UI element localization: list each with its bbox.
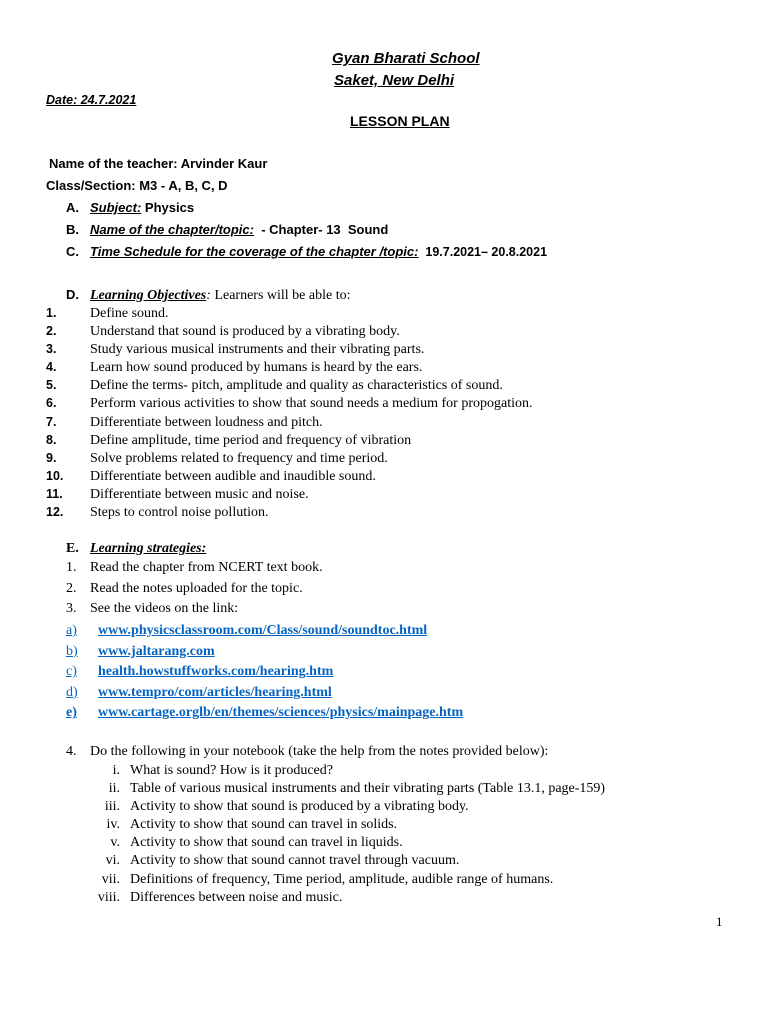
section-b-chapter bbox=[66, 222, 388, 237]
objective-number: 3. bbox=[46, 342, 57, 357]
notebook-item-number: v. bbox=[110, 835, 120, 851]
objective-text: Define amplitude, time period and frequency of vibration bbox=[90, 432, 412, 448]
objective-number: 7. bbox=[46, 414, 57, 429]
video-link-item bbox=[66, 642, 463, 663]
objective-number: 6. bbox=[46, 396, 57, 411]
objective-text: Differentiate between audible and inaudible sound. bbox=[90, 468, 376, 484]
strategy-item bbox=[66, 580, 323, 601]
section-e-strategies bbox=[66, 541, 206, 557]
strategy-item bbox=[66, 600, 323, 621]
objective-number: 10. bbox=[46, 468, 64, 483]
notebook-item-text: Activity to show that sound is produced by a vibrating body. bbox=[130, 799, 469, 815]
notebook-item-number: iv. bbox=[106, 817, 120, 833]
objective-text: Differentiate between loudness and pitch. bbox=[90, 414, 323, 430]
section-d-colon: : bbox=[206, 288, 211, 303]
section-a-marker: A. bbox=[66, 200, 79, 215]
section-b-marker: B. bbox=[66, 222, 79, 237]
notebook-task bbox=[66, 744, 548, 760]
teacher-name: Name of the teacher: Arvinder Kaur bbox=[49, 156, 268, 171]
section-c-value: 19.7.2021– 20.8.2021 bbox=[418, 245, 548, 259]
objective-text: Steps to control noise pollution. bbox=[90, 505, 269, 521]
section-b-value: - Chapter- 13 Sound bbox=[253, 222, 389, 237]
notebook-item-number: vi. bbox=[105, 853, 120, 869]
video-link-item bbox=[66, 703, 463, 724]
notebook-item bbox=[90, 871, 605, 889]
video-link-marker: d) bbox=[66, 684, 78, 700]
notebook-item-number: iii. bbox=[104, 799, 120, 815]
objective-text: Understand that sound is produced by a vibrating body. bbox=[90, 324, 400, 340]
notebook-item-text: Activity to show that sound can travel in liquids. bbox=[130, 835, 403, 851]
notebook-item-number: viii. bbox=[97, 889, 120, 905]
notebook-item-text: Activity to show that sound can travel in solids. bbox=[130, 817, 398, 833]
objective-number: 8. bbox=[46, 432, 57, 447]
notebook-item bbox=[90, 852, 605, 870]
notebook-item-number: ii. bbox=[108, 781, 120, 797]
section-a-subject bbox=[66, 200, 194, 215]
objective-number: 9. bbox=[46, 450, 57, 465]
objective-item bbox=[46, 467, 532, 485]
lesson-date: Date: 24.7.2021 bbox=[46, 93, 137, 107]
objective-item bbox=[46, 449, 532, 467]
section-c-marker: C. bbox=[66, 244, 79, 259]
video-link[interactable]: www.jaltarang.com bbox=[98, 643, 215, 659]
objective-text: Define the terms- pitch, amplitude and quality as characteristics of sound. bbox=[90, 378, 503, 394]
links-list bbox=[66, 621, 463, 724]
objective-text: Learn how sound produced by humans is heard by the ears. bbox=[90, 360, 423, 376]
objective-number: 11. bbox=[46, 486, 63, 501]
notebook-item-number: i. bbox=[112, 763, 120, 778]
notebook-item-number: vii. bbox=[101, 871, 120, 887]
objective-number: 12. bbox=[46, 505, 64, 520]
strategies-list bbox=[66, 559, 323, 621]
objective-text: Perform various activities to show that sound needs a medium for propogation. bbox=[90, 396, 533, 412]
objective-text: Differentiate between music and noise. bbox=[90, 486, 309, 502]
objective-item bbox=[46, 431, 532, 449]
objective-item bbox=[46, 304, 532, 322]
video-link-marker: e) bbox=[66, 705, 77, 721]
objective-item bbox=[46, 376, 532, 394]
objectives-list bbox=[46, 304, 532, 521]
strategy-number: 2. bbox=[66, 580, 77, 596]
notebook-item-text: Table of various musical instruments and their vibrating parts (Table 13.1, page-159) bbox=[130, 781, 606, 797]
strategy-number: 3. bbox=[66, 601, 77, 616]
page-number: 1 bbox=[716, 914, 723, 929]
section-c-schedule bbox=[66, 244, 547, 259]
section-c-label: Time Schedule for the coverage of the chapter /topic: bbox=[90, 244, 419, 259]
section-a-label: Subject: bbox=[90, 200, 142, 215]
objective-number: 5. bbox=[46, 378, 57, 393]
objective-item bbox=[46, 340, 532, 358]
notebook-item bbox=[90, 762, 605, 780]
objective-item bbox=[46, 485, 532, 503]
notebook-item bbox=[90, 834, 605, 852]
notebook-item bbox=[90, 780, 605, 798]
notebook-item bbox=[90, 798, 605, 816]
strategy-number: 1. bbox=[66, 560, 77, 575]
video-link-item bbox=[66, 683, 463, 704]
class-section: Class/Section: M3 - A, B, C, D bbox=[46, 178, 228, 193]
notebook-item-text: What is sound? How is it produced? bbox=[130, 763, 333, 778]
notebook-task-text: Do the following in your notebook (take the help from the notes provided below): bbox=[90, 744, 549, 759]
video-link[interactable]: www.tempro/com/articles/hearing.html bbox=[98, 684, 332, 700]
notebook-items-list bbox=[90, 762, 605, 907]
video-link-marker: b) bbox=[66, 643, 78, 659]
section-d-label: Learning Objectives bbox=[90, 288, 207, 303]
notebook-item-text: Definitions of frequency, Time period, amplitude, audible range of humans. bbox=[130, 871, 554, 887]
video-link-marker: a) bbox=[66, 623, 77, 638]
section-d-objectives bbox=[66, 286, 351, 304]
video-link-item bbox=[66, 621, 463, 642]
video-link-marker: c) bbox=[66, 664, 77, 680]
school-name: Gyan Bharati School bbox=[332, 50, 480, 67]
notebook-item-text: Activity to show that sound cannot travel through vacuum. bbox=[130, 853, 460, 869]
video-link[interactable]: health.howstuffworks.com/hearing.htm bbox=[98, 664, 334, 680]
video-link-item bbox=[66, 662, 463, 683]
objective-item bbox=[46, 413, 532, 431]
objective-number: 2. bbox=[46, 324, 57, 339]
notebook-item-text: Differences between noise and music. bbox=[130, 889, 343, 905]
strategy-text: See the videos on the link: bbox=[90, 601, 239, 616]
strategy-text: Read the chapter from NCERT text book. bbox=[90, 560, 323, 575]
section-b-label: Name of the chapter/topic: bbox=[90, 222, 254, 237]
strategy-text: Read the notes uploaded for the topic. bbox=[90, 580, 303, 596]
video-link[interactable]: www.cartage.orglb/en/themes/sciences/physics/mainpage.htm bbox=[98, 705, 464, 721]
objective-item bbox=[46, 358, 532, 376]
section-d-marker: D. bbox=[66, 287, 79, 302]
school-location: Saket, New Delhi bbox=[334, 72, 455, 89]
notebook-item bbox=[90, 889, 605, 907]
objective-text: Study various musical instruments and their vibrating parts. bbox=[90, 342, 425, 358]
strategy-item bbox=[66, 559, 323, 580]
notebook-task-num: 4. bbox=[66, 744, 77, 759]
objective-number: 4. bbox=[46, 360, 57, 375]
objective-text: Define sound. bbox=[90, 306, 169, 321]
video-link[interactable]: www.physicsclassroom.com/Class/sound/soundtoc.html bbox=[98, 623, 428, 638]
objective-number: 1. bbox=[46, 306, 57, 320]
objective-item bbox=[46, 503, 532, 521]
section-a-value: Physics bbox=[141, 200, 195, 215]
objective-item bbox=[46, 394, 532, 412]
notebook-item bbox=[90, 816, 605, 834]
section-d-value: Learners will be able to: bbox=[210, 288, 351, 303]
objective-item bbox=[46, 322, 532, 340]
section-e-label: Learning strategies: bbox=[90, 541, 207, 556]
page-title: LESSON PLAN bbox=[350, 113, 450, 129]
section-e-marker: E. bbox=[66, 541, 79, 556]
objective-text: Solve problems related to frequency and time period. bbox=[90, 450, 388, 466]
